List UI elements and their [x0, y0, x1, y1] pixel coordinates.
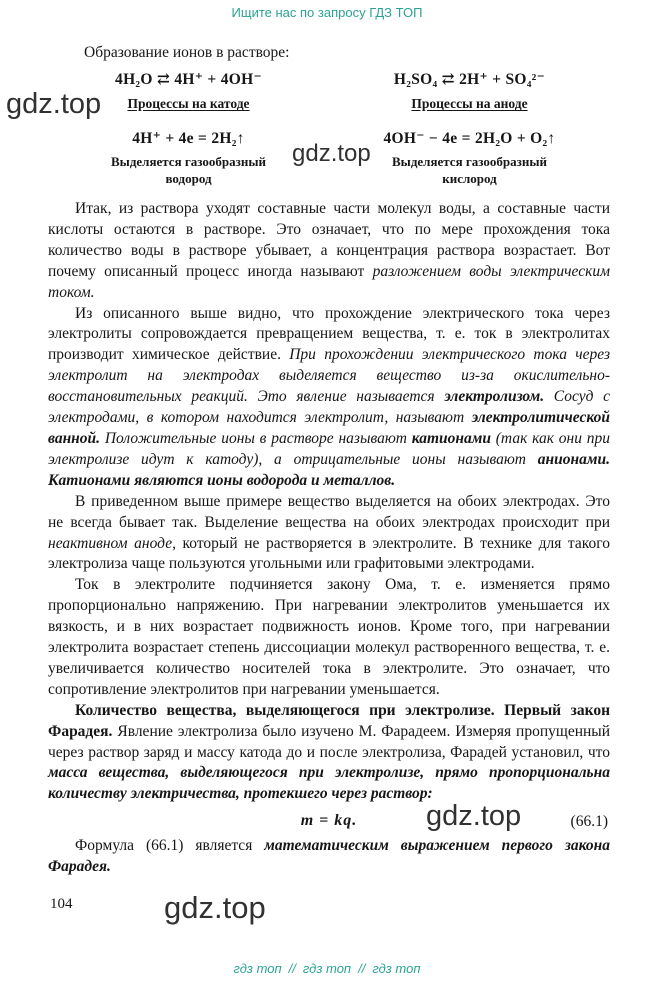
page-content: [48, 44, 610, 878]
cathode-product-line-2: водород: [165, 171, 212, 186]
paragraph-inactive-anode: В приведенном выше примере вещество выделяется на обоих электродах. Это не всегда бывает так. Выделение вещества на обоих электродах происходит при неактивном аноде, который не растворяется в электролите. В технике для такого электролиза чаще пользуются угольными или графитовыми электродами.: [48, 492, 610, 573]
watermark-gdztop-2: gdz.top: [292, 140, 371, 167]
cathode-product-line-1: Выделяется газообразный: [111, 154, 266, 169]
anode-processes-label: Процессы на аноде: [411, 96, 528, 111]
cathode-product-label: [48, 153, 329, 187]
watermark-gdztop-4: gdz.top: [164, 890, 266, 925]
anode-product-line-1: Выделяется газообразный: [392, 154, 547, 169]
watermark-gdztop-3: gdz.top: [426, 800, 522, 832]
anode-reaction-equation: 4OH⁻ − 4e = 2H₂O + O₂↑: [383, 130, 556, 147]
anode-label-cell: [329, 95, 610, 113]
cathode-reaction-equation: 4H⁺ + 4e = 2H₂↑: [132, 130, 245, 147]
dissociation-equations-row: [48, 69, 610, 89]
watermark-gdztop-1: gdz.top: [6, 88, 102, 120]
footer-link-1[interactable]: гдз топ: [233, 961, 282, 976]
anode-product-line-2: кислород: [442, 171, 497, 186]
faraday-formula-row: [48, 812, 610, 830]
anode-product-label: [329, 153, 610, 187]
formula-number: (66.1): [570, 813, 608, 831]
faraday-formula-expression: m = kq.: [300, 812, 358, 830]
page-number: 104: [50, 896, 73, 912]
footer-link-3[interactable]: гдз топ: [372, 961, 421, 976]
footer-link-2[interactable]: гдз топ: [302, 961, 352, 976]
paragraph-formula-meaning: Формула (66.1) является математическим выражением первого закона Фарадея.: [48, 837, 610, 876]
acid-dissociation-equation: H₂SO₄ ⇄ 2H⁺ + SO₄²⁻: [393, 71, 546, 88]
footer-links: [0, 961, 654, 976]
paragraph-ohms-law-electrolyte: Ток в электролите подчиняется закону Ома, т. е. изменяется прямо пропорционально напряжению. При нагревании электролитов уменьшается их вязкость, и в них возрастает подвижность ионов. Кроме того, при нагревании электролита возрастает степень диссоциации молекул растворенного вещества, т. е. увеличивается количество носителей тока в электролите. Это означает, что сопротивление электролитов при нагревании уменьшается.: [48, 576, 610, 698]
cathode-processes-label: Процессы на катоде: [127, 96, 250, 111]
paragraph-electrolysis-definition: Из описанного выше видно, что прохождение электрического тока через электролиты сопровождается превращением вещества, т. е. ток в электролитах производит химическое действие. При прохождении электрического тока через электролит на электродах выделяется вещество из-за окислительно-восстановительных реакций. Это явление называется электролизом. Сосуд с электродами, в котором находится электролит, называют электролитической ванной. Положительные ионы в растворе называют катионами (так как они при электролизе идут к катоду), а отрицательные ионы называют анионами. Катионами являются ионы водорода и металлов.: [48, 304, 610, 489]
paragraph-faraday-first-law: Количество вещества, выделяющегося при электролизе. Первый закон Фарадея. Явление электролиза было изучено М. Фарадеем. Измеряя пропущенный через раствор заряд и массу катода до и после электролиза, Фарадей установил, что масса вещества, выделяющегося при электролизе, прямо пропорциональна количеству электричества, протекшего через раствор:: [48, 701, 610, 803]
footer-separator-1: //: [288, 961, 296, 976]
footer-separator-2: //: [358, 961, 366, 976]
promo-header: Ищите нас по запросу ГДЗ ТОП: [231, 5, 423, 20]
water-dissociation-equation: 4H₂O ⇄ 4H⁺ + 4OH⁻: [115, 71, 262, 88]
ion-formation-heading: Образование ионов в растворе:: [84, 44, 290, 61]
paragraph-water-decomposition: Итак, из раствора уходят составные части молекул воды, а составные части кислоты остаются в растворе. Это означает, что по мере прохождения тока количество воды в растворе убывает, а концентрация раствора возрастает. Вот почему описанный процесс иногда называют разложением воды электрическим током.: [48, 200, 611, 301]
process-labels-row: [48, 95, 610, 113]
